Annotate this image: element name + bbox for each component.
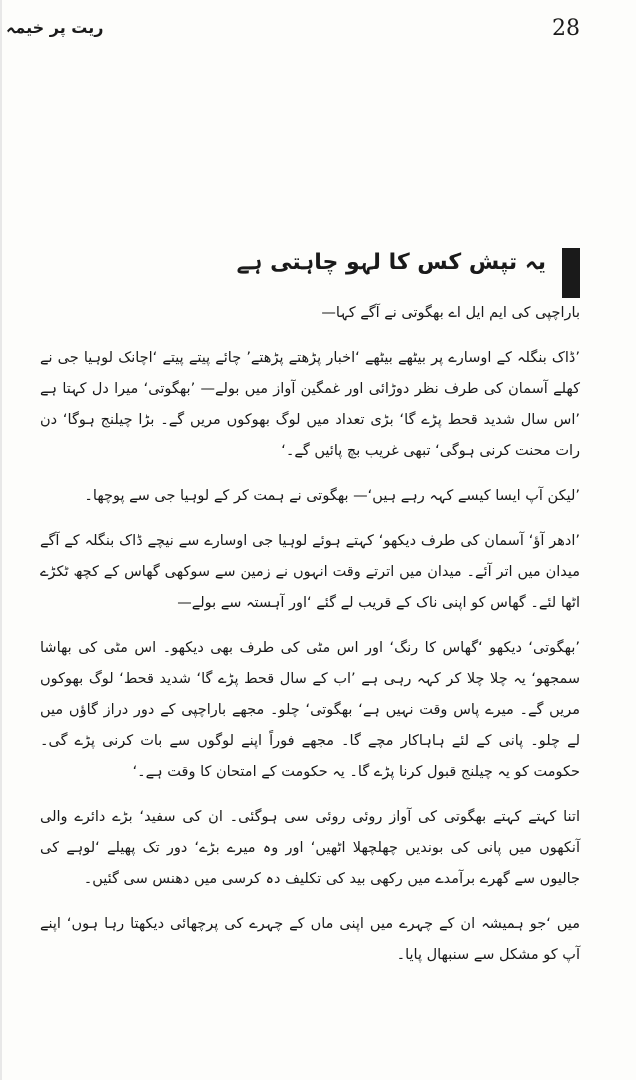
paragraph: ’ڈاک بنگلہ کے اوسارے پر بیٹھے بیٹھے ‘اخبار پڑھتے پڑھتے’ چائے پیتے پیتے ‘اچانک لوہیا جی نے کھلے آسمان کی طرف نظر دوڑائی اور غمگین آواز میں بولے— ’بھگوتی‘ میرا دل کہتا ہے ’اس سال شدید قحط پڑے گا‘ بڑی تعداد میں لوگ بھوکوں مریں گے۔ بڑا چیلنج ہوگا‘ دن رات محنت کرنی ہوگی‘ تبھی غریب بچ پائیں گے۔‘ — [40, 350, 580, 459]
paragraph: ’بھگوتی‘ دیکھو ‘گھاس کا رنگ‘ اور اس مٹی کی طرف بھی دیکھو۔ اس مٹی کی بھاشا سمجھو‘ یہ چلا چلا کر کہہ رہی ہے ’اب کے سال قحط پڑے گا‘ شدید قحط‘ لوگ بھوکوں مریں گے۔ میرے پاس وقت نہیں ہے‘ بھگوتی‘ چلو۔ مجھے باراچپی کے دور دراز گاؤں میں لے چلو۔ پانی کے لئے ہاہاکار مچے گا۔ مجھے فوراً اپنے لوگوں سے بات کرنی پڑے گی۔ حکومت کو یہ چیلنج قبول کرنا پڑے گا۔ یہ حکومت کے امتحان کا وقت ہے۔‘ — [40, 640, 580, 780]
chapter-title: یہ تپش کس کا لہو چاہتی ہے — [236, 250, 546, 275]
body-text — [40, 298, 580, 985]
paragraph: میں ‘جو ہمیشہ ان کے چہرے میں اپنی ماں کے چہرے کی پرچھائی دیکھتا رہا ہوں‘ اپنے آپ کو مشکل سے سنبھال پایا۔ — [40, 916, 580, 963]
paragraph: ’لیکن آپ ایسا کیسے کہہ رہے ہیں‘— بھگوتی نے ہمت کر کے لوہیا جی سے پوچھا۔ — [84, 488, 580, 504]
paragraph: اتنا کہتے کہتے بھگوتی کی آواز روئی روئی سی ہوگئی۔ ان کی سفید‘ بڑے دائرے والی آنکھوں میں پانی کی بوندیں چھلچھلا اٹھیں‘ اور وہ میرے بڑے‘ دور تک پھیلے ‘لوہے کی جالیوں سے گھرے برآمدے میں رکھی بید کی تکلیف دہ کرسی میں دھنس سی گئیں۔ — [40, 809, 580, 887]
paragraph: باراچپی کی ایم ایل اے بھگوتی نے آگے کہا— — [321, 305, 580, 321]
running-header-title: ریت پر خیمہ — [6, 18, 104, 37]
heading-bar-decoration — [562, 248, 580, 298]
paragraph: ’ادھر آؤ‘ آسمان کی طرف دیکھو‘ کہتے ہوئے لوہیا جی اوسارے سے نیچے ڈاک بنگلہ کے آگے میدان میں اتر آئے۔ میدان میں اترتے وقت انہوں نے زمین سے سوکھی گھاس کے کچھ ٹکڑے اٹھا لئے۔ گھاس کو اپنی ناک کے قریب لے گئے ‘اور آہستہ سے بولے— — [40, 533, 580, 611]
page-number: 28 — [552, 16, 580, 41]
chapter-heading — [122, 248, 580, 298]
